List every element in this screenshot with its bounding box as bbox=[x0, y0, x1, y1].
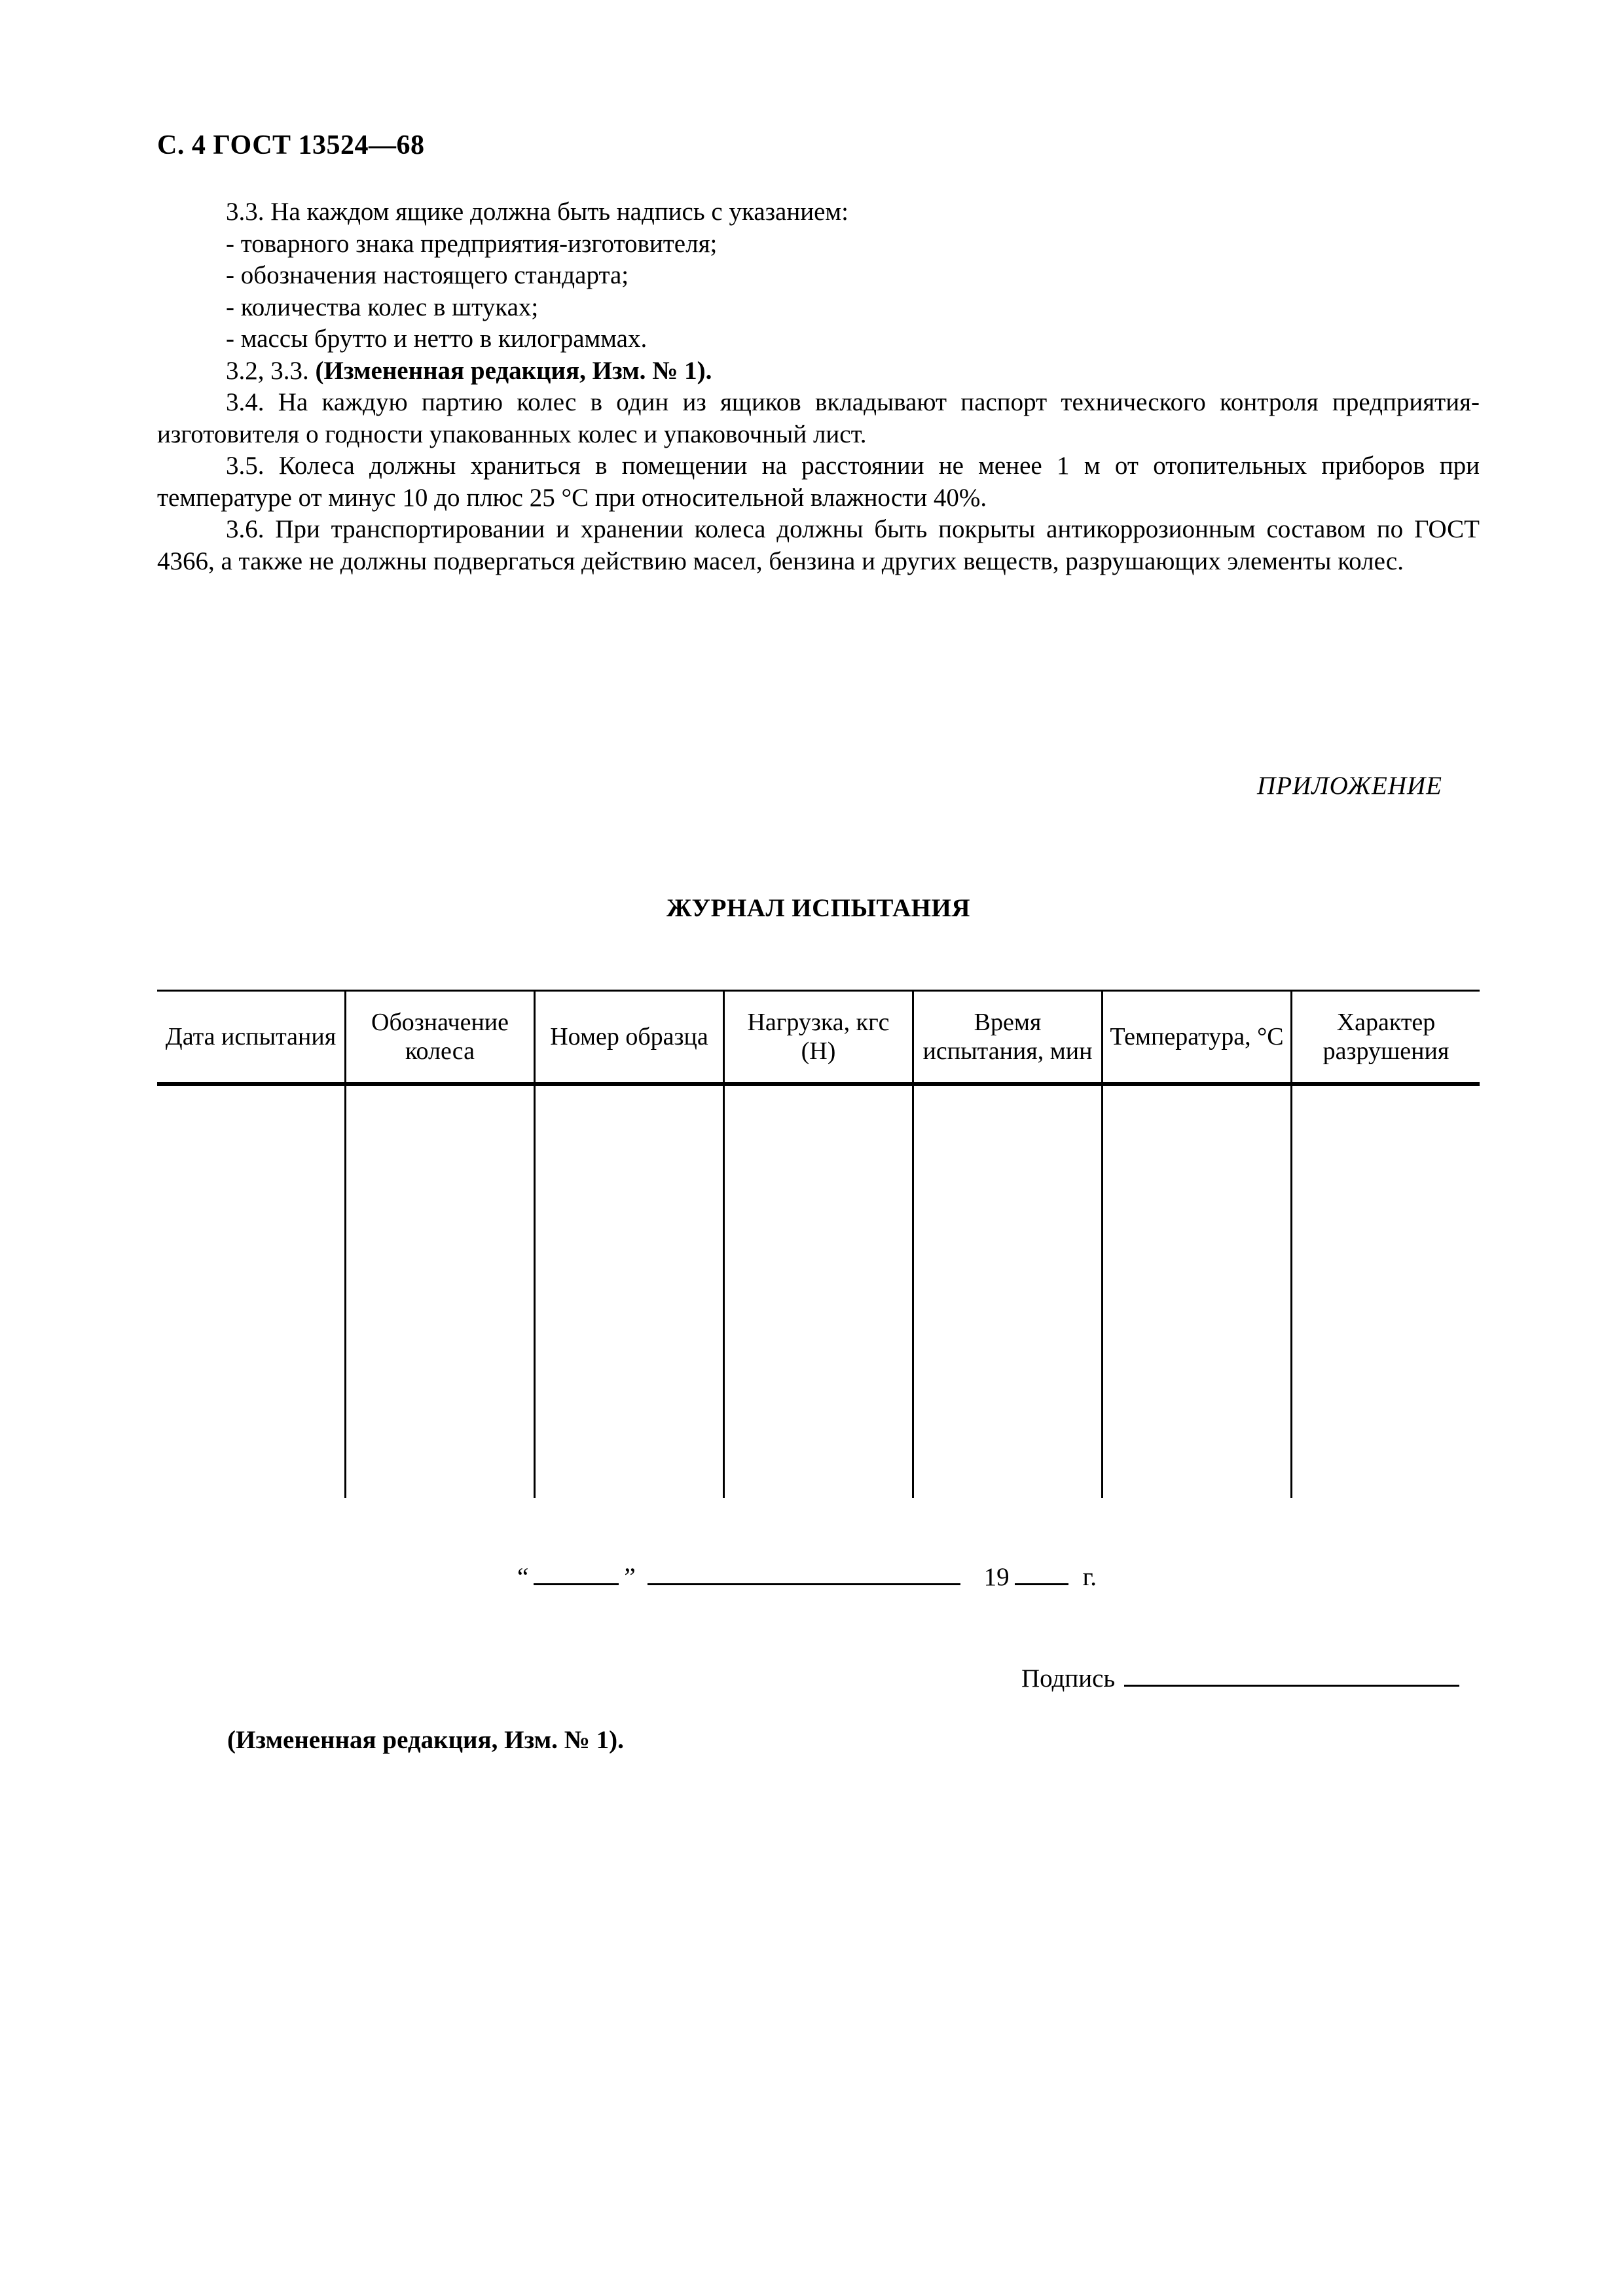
body-text bbox=[157, 196, 1480, 577]
table-cell bbox=[1292, 1086, 1480, 1498]
year-suffix: г. bbox=[1082, 1563, 1097, 1591]
list-item: - количества колес в штуках; bbox=[226, 293, 539, 321]
list-item: - массы брутто и нетто в килограммах. bbox=[226, 325, 647, 353]
paragraph-prefix: 3.2, 3.3. bbox=[226, 356, 316, 385]
date-line bbox=[517, 1561, 1097, 1592]
amendment-note: (Измененная редакция, Изм. № 1). bbox=[227, 1726, 624, 1754]
table-cell bbox=[157, 1086, 346, 1498]
signature-label: Подпись bbox=[1021, 1664, 1116, 1693]
close-quote: ” bbox=[624, 1563, 636, 1591]
table-cell bbox=[914, 1086, 1103, 1498]
open-quote: “ bbox=[517, 1563, 529, 1591]
table-body bbox=[157, 1086, 1480, 1498]
journal-title: ЖУРНАЛ ИСПЫТАНИЯ bbox=[666, 894, 970, 922]
signature-blank bbox=[1124, 1662, 1459, 1687]
signature-line bbox=[1021, 1662, 1459, 1693]
column-header-time: Время испытания, мин bbox=[914, 992, 1103, 1082]
table-header-row bbox=[157, 992, 1480, 1086]
column-header-date: Дата испытания bbox=[157, 992, 346, 1082]
test-journal-table bbox=[157, 990, 1480, 1498]
column-header-load: Нагрузка, кгс (Н) bbox=[725, 992, 914, 1082]
paragraph-3-2-3-3 bbox=[157, 355, 1480, 387]
appendix-label: ПРИЛОЖЕНИЕ bbox=[1257, 772, 1442, 800]
table-cell bbox=[1103, 1086, 1292, 1498]
column-header-wheel: Обозначение колеса bbox=[346, 992, 536, 1082]
amendment-inline: (Измененная редакция, Изм. № 1). bbox=[315, 356, 712, 385]
column-header-temperature: Температура, °С bbox=[1103, 992, 1292, 1082]
table-cell bbox=[725, 1086, 914, 1498]
paragraph-3-6: 3.6. При транспортировании и хранении колеса должны быть покрыты антикоррозионным составом по ГОСТ 4366, а также не должны подвергаться действию масел, бензина и других веществ, разрушающих элементы колес. bbox=[157, 515, 1480, 575]
column-header-sample: Номер образца bbox=[536, 992, 725, 1082]
day-blank bbox=[534, 1561, 619, 1585]
year-prefix: 19 bbox=[983, 1563, 1010, 1591]
table-cell bbox=[346, 1086, 536, 1498]
column-header-failure: Характер разрушения bbox=[1322, 1009, 1450, 1065]
paragraph-3-5: 3.5. Колеса должны храниться в помещении на расстоянии не менее 1 м от отопительных приборов при температуре от минус 10 до плюс 25 °С при относительной влажности 40%. bbox=[157, 452, 1480, 512]
list-item: - обозначения настоящего стандарта; bbox=[226, 261, 629, 289]
paragraph-3-4: 3.4. На каждую партию колес в один из ящиков вкладывают паспорт технического контроля предприятия-изготовителя о годности упакованных колес и упаковочный лист. bbox=[157, 388, 1480, 448]
list-item: - товарного знака предприятия-изготовителя; bbox=[226, 229, 718, 258]
paragraph-3-3: 3.3. На каждом ящике должна быть надпись с указанием: bbox=[226, 198, 848, 226]
year-blank bbox=[1015, 1561, 1068, 1585]
page-header: С. 4 ГОСТ 13524—68 bbox=[157, 130, 425, 160]
month-blank bbox=[647, 1561, 960, 1585]
table-cell bbox=[536, 1086, 725, 1498]
